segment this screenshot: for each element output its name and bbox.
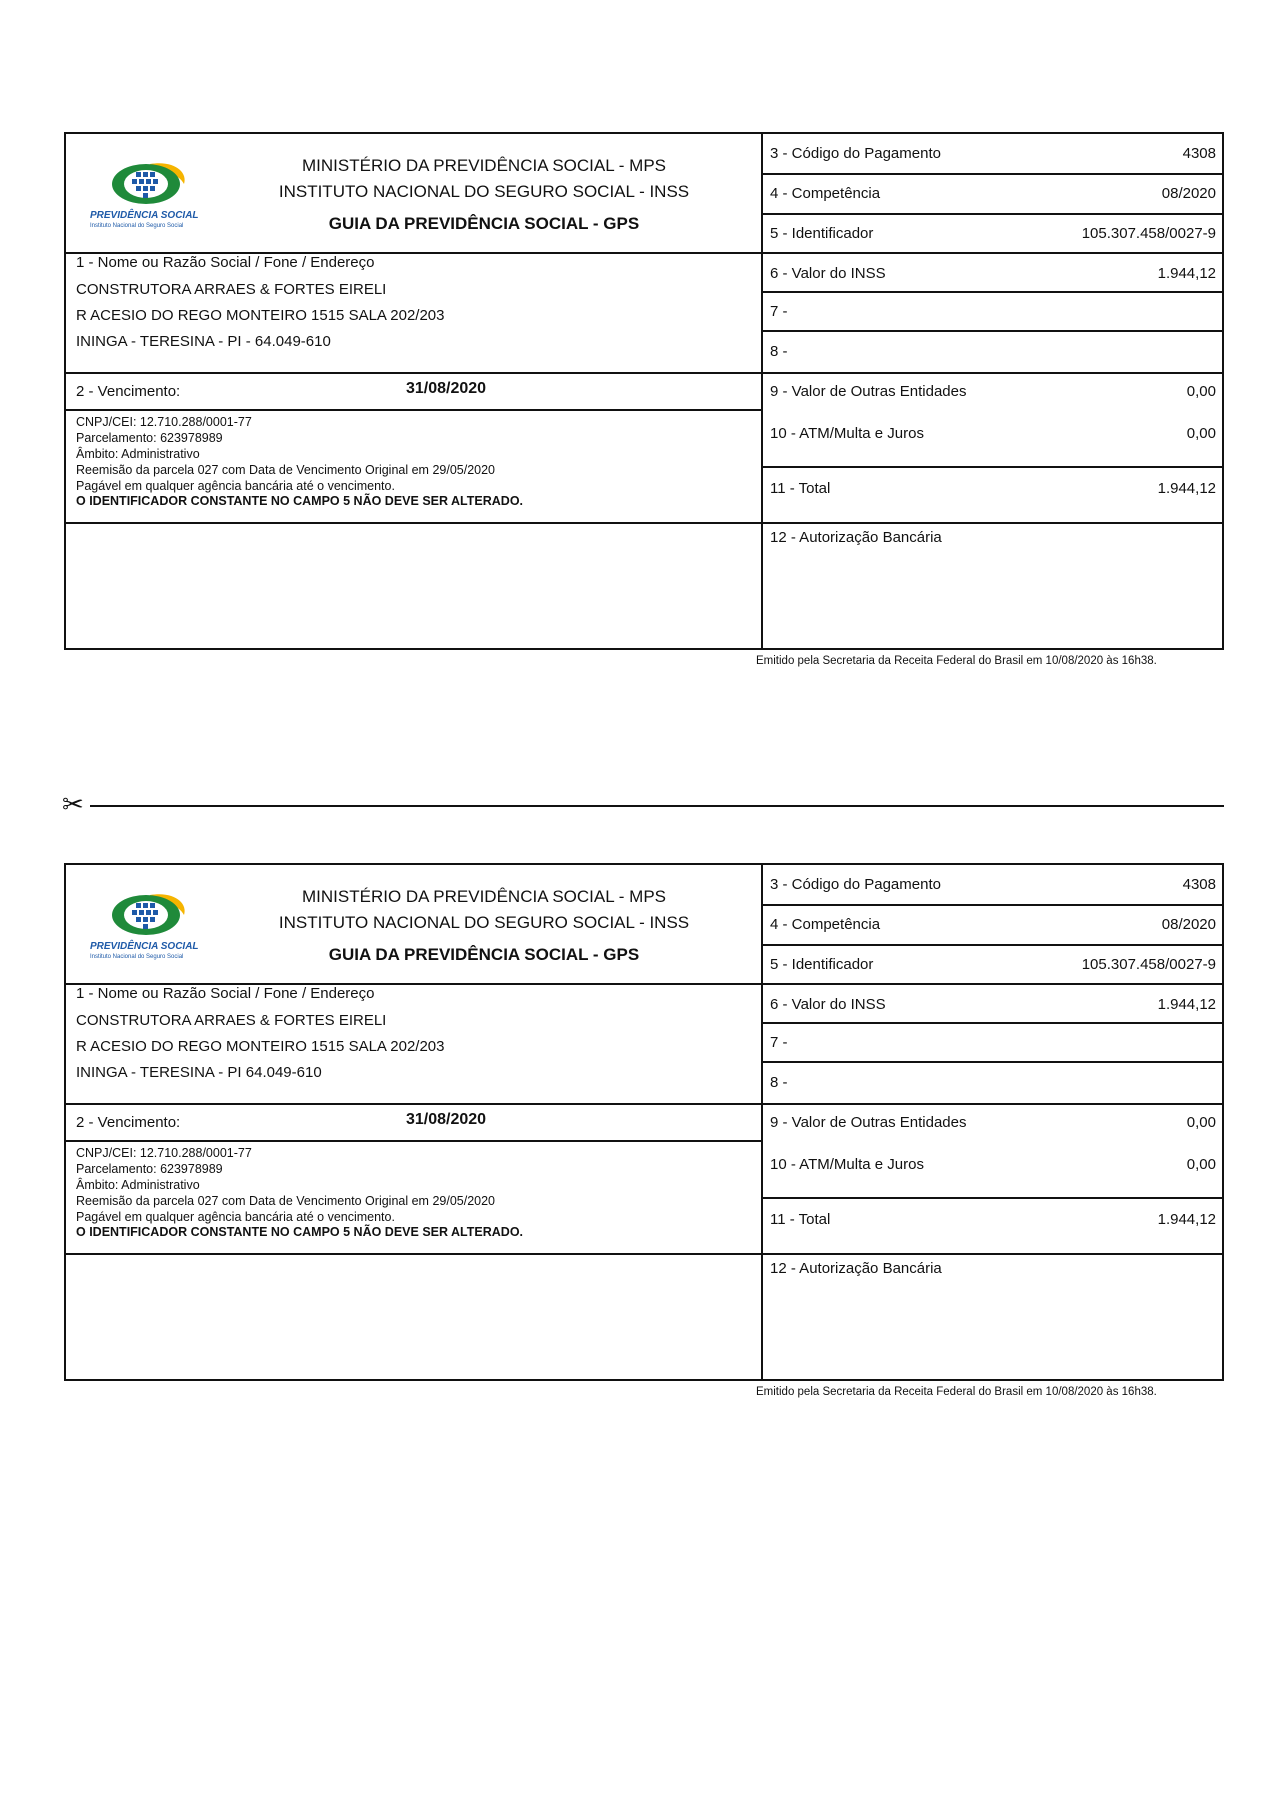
field5-value: 105.307.458/0027-9 xyxy=(1081,225,1216,242)
header-title: GUIA DA PREVIDÊNCIA SOCIAL - GPS xyxy=(328,945,640,964)
field6-label: 6 - Valor do INSS xyxy=(770,996,886,1013)
info-aviso: O IDENTIFICADOR CONSTANTE NO CAMPO 5 NÃO DEVE SER ALTERADO. xyxy=(76,1225,524,1239)
header-institute: INSTITUTO NACIONAL DO SEGURO SOCIAL - INSS xyxy=(278,182,690,201)
field1-label: 1 - Nome ou Razão Social / Fone / Endereço xyxy=(76,254,375,271)
info-pagavel: Pagável em qualquer agência bancária até o vencimento. xyxy=(76,1210,395,1224)
field6-value: 1.944,12 xyxy=(1157,265,1216,282)
issue-footer: Emitido pela Secretaria da Receita Federal do Brasil em 10/08/2020 às 16h38. xyxy=(756,1386,1157,1398)
field10-value: 0,00 xyxy=(1186,425,1216,442)
header-ministry: MINISTÉRIO DA PREVIDÊNCIA SOCIAL - MPS xyxy=(302,156,666,175)
due-date-value: 31/08/2020 xyxy=(406,380,487,397)
field7-label: 7 - xyxy=(770,303,788,320)
info-aviso: O IDENTIFICADOR CONSTANTE NO CAMPO 5 NÃO DEVE SER ALTERADO. xyxy=(76,494,524,508)
row-divider xyxy=(762,252,1222,254)
logo-subtext: Instituto Nacional do Seguro Social xyxy=(90,954,184,960)
due-date-label: 2 - Vencimento: xyxy=(76,383,181,400)
header-ministry: MINISTÉRIO DA PREVIDÊNCIA SOCIAL - MPS xyxy=(302,887,666,906)
field6-value: 1.944,12 xyxy=(1157,996,1216,1013)
field4-label: 4 - Competência xyxy=(770,916,881,933)
row-divider xyxy=(762,330,1222,332)
gps-form-2 xyxy=(64,863,1224,1381)
contributor-city: ININGA - TERESINA - PI 64.049-610 xyxy=(76,1064,322,1081)
row-divider xyxy=(762,944,1222,946)
info-reemissao: Reemisão da parcela 027 com Data de Vencimento Original em 29/05/2020 xyxy=(76,463,496,477)
row-divider xyxy=(762,904,1222,906)
info-ambito: Âmbito: Administrativo xyxy=(76,1178,200,1192)
field10-value: 0,00 xyxy=(1186,1156,1216,1173)
logo-subtext: Instituto Nacional do Seguro Social xyxy=(90,223,184,229)
field8-label: 8 - xyxy=(770,1074,788,1091)
field11-label: 11 - Total xyxy=(770,1211,831,1228)
field7-label: 7 - xyxy=(770,1034,788,1051)
field1-label: 1 - Nome ou Razão Social / Fone / Endereço xyxy=(76,985,375,1002)
cut-line xyxy=(90,805,1224,807)
due-date-value: 31/08/2020 xyxy=(406,1111,487,1128)
field9-value: 0,00 xyxy=(1186,1114,1216,1131)
field9-label: 9 - Valor de Outras Entidades xyxy=(770,1114,967,1131)
field11-value: 1.944,12 xyxy=(1157,480,1216,497)
row-divider xyxy=(66,1253,1222,1255)
field5-value: 105.307.458/0027-9 xyxy=(1081,956,1216,973)
field9-value: 0,00 xyxy=(1186,383,1216,400)
header-title: GUIA DA PREVIDÊNCIA SOCIAL - GPS xyxy=(328,214,640,233)
field12-label: 12 - Autorização Bancária xyxy=(770,529,942,546)
info-parcelamento: Parcelamento: 623978989 xyxy=(76,431,223,445)
field5-label: 5 - Identificador xyxy=(770,956,874,973)
field4-value: 08/2020 xyxy=(1161,185,1216,202)
field10-label: 10 - ATM/Multa e Juros xyxy=(770,1156,924,1173)
row-divider xyxy=(66,372,762,374)
scissors-icon: ✂ xyxy=(62,789,84,819)
contributor-city: ININGA - TERESINA - PI - 64.049-610 xyxy=(76,333,331,350)
row-divider xyxy=(66,1140,762,1142)
info-ambito: Âmbito: Administrativo xyxy=(76,447,200,461)
row-divider xyxy=(762,372,1222,374)
field6-label: 6 - Valor do INSS xyxy=(770,265,886,282)
field11-value: 1.944,12 xyxy=(1157,1211,1216,1228)
contributor-name: CONSTRUTORA ARRAES & FORTES EIRELI xyxy=(76,281,387,298)
row-divider xyxy=(762,213,1222,215)
contributor-name: CONSTRUTORA ARRAES & FORTES EIRELI xyxy=(76,1012,387,1029)
row-divider xyxy=(66,409,762,411)
logo-text: PREVIDÊNCIA SOCIAL xyxy=(90,210,199,221)
field8-label: 8 - xyxy=(770,343,788,360)
field9-label: 9 - Valor de Outras Entidades xyxy=(770,383,967,400)
info-reemissao: Reemisão da parcela 027 com Data de Vencimento Original em 29/05/2020 xyxy=(76,1194,496,1208)
row-divider xyxy=(762,1103,1222,1105)
row-divider xyxy=(762,173,1222,175)
row-divider xyxy=(762,1022,1222,1024)
due-date-label: 2 - Vencimento: xyxy=(76,1114,181,1131)
field3-label: 3 - Código do Pagamento xyxy=(770,876,941,893)
gps-form-1 xyxy=(64,132,1224,650)
row-divider xyxy=(762,466,1222,468)
field4-value: 08/2020 xyxy=(1161,916,1216,933)
row-divider xyxy=(66,1103,762,1105)
field5-label: 5 - Identificador xyxy=(770,225,874,242)
info-parcelamento: Parcelamento: 623978989 xyxy=(76,1162,223,1176)
contributor-address: R ACESIO DO REGO MONTEIRO 1515 SALA 202/203 xyxy=(76,1038,445,1055)
field3-label: 3 - Código do Pagamento xyxy=(770,145,941,162)
row-divider xyxy=(762,1197,1222,1199)
issue-footer: Emitido pela Secretaria da Receita Federal do Brasil em 10/08/2020 às 16h38. xyxy=(756,655,1157,667)
field11-label: 11 - Total xyxy=(770,480,831,497)
row-divider xyxy=(66,522,1222,524)
contributor-address: R ACESIO DO REGO MONTEIRO 1515 SALA 202/203 xyxy=(76,307,445,324)
column-divider xyxy=(761,865,763,1379)
logo-text: PREVIDÊNCIA SOCIAL xyxy=(90,941,199,952)
column-divider xyxy=(761,134,763,648)
field3-value: 4308 xyxy=(1182,145,1216,162)
info-cnpj: CNPJ/CEI: 12.710.288/0001-77 xyxy=(76,1146,252,1160)
row-divider xyxy=(762,291,1222,293)
row-divider xyxy=(762,1061,1222,1063)
info-pagavel: Pagável em qualquer agência bancária até o vencimento. xyxy=(76,479,395,493)
field10-label: 10 - ATM/Multa e Juros xyxy=(770,425,924,442)
row-divider xyxy=(762,983,1222,985)
field4-label: 4 - Competência xyxy=(770,185,881,202)
field3-value: 4308 xyxy=(1182,876,1216,893)
field12-label: 12 - Autorização Bancária xyxy=(770,1260,942,1277)
header-institute: INSTITUTO NACIONAL DO SEGURO SOCIAL - INSS xyxy=(278,913,690,932)
info-cnpj: CNPJ/CEI: 12.710.288/0001-77 xyxy=(76,415,252,429)
